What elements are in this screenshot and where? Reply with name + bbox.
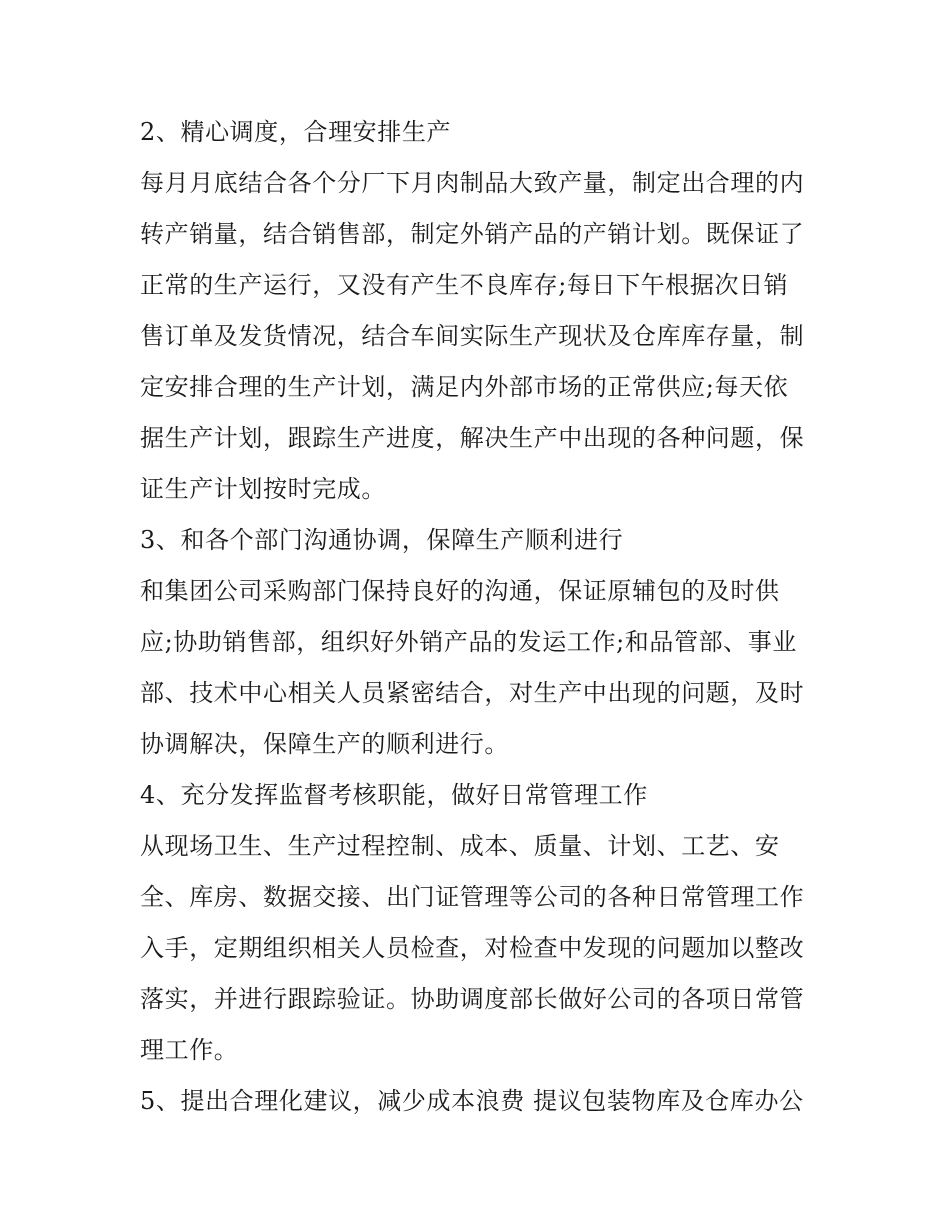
section-paragraph-4: [140, 821, 820, 1076]
paragraph-line: 和集团公司采购部门保持良好的沟通，保证原辅包的及时供: [140, 577, 780, 605]
paragraph-line: 售订单及发货情况，结合车间实际生产现状及仓库库存量，制: [140, 322, 805, 350]
paragraph-line: 转产销量，结合销售部，制定外销产品的产销计划。既保证了: [140, 220, 805, 248]
paragraph-line: 理工作。: [140, 1036, 239, 1064]
section-heading-4: 4、充分发挥监督考核职能，做好日常管理工作: [140, 781, 648, 809]
paragraph-line: 部、技术中心相关人员紧密结合，对生产中出现的问题，及时: [140, 679, 805, 707]
paragraph-line: 协调解决，保障生产的顺利进行。: [140, 730, 509, 758]
section-paragraph-3: [140, 566, 820, 770]
paragraph-line: 落实，并进行跟踪验证。协助调度部长做好公司的各项日常管: [140, 985, 805, 1013]
paragraph-line: 正常的生产运行，又没有产生不良库存;每日下午根据次日销: [140, 271, 789, 299]
paragraph-line: 全、库房、数据交接、出门证管理等公司的各种日常管理工作: [140, 883, 805, 911]
section-heading-2: 2、精心调度，合理安排生产: [140, 118, 452, 146]
paragraph-line: 定安排合理的生产计划，满足内外部市场的正常供应;每天依: [140, 373, 789, 401]
paragraph-line: 从现场卫生、生产过程控制、成本、质量、计划、工艺、安: [140, 832, 780, 860]
section-heading-3: 3、和各个部门沟通协调，保障生产顺利进行: [140, 526, 624, 554]
paragraph-line: 应;协助销售部，组织好外销产品的发运工作;和品管部、事业: [140, 628, 797, 656]
paragraph-line: 据生产计划，跟踪生产进度，解决生产中出现的各种问题，保: [140, 424, 805, 452]
section-paragraph-2: [140, 158, 820, 515]
section-heading-5: 5、提出合理化建议，减少成本浪费 提议包装物库及仓库办公: [140, 1087, 804, 1115]
paragraph-line: 每月月底结合各个分厂下月肉制品大致产量，制定出合理的内: [140, 169, 805, 197]
document-body: [140, 107, 820, 1127]
paragraph-line: 入手，定期组织相关人员检查，对检查中发现的问题加以整改: [140, 934, 805, 962]
paragraph-line: 证生产计划按时完成。: [140, 475, 386, 503]
